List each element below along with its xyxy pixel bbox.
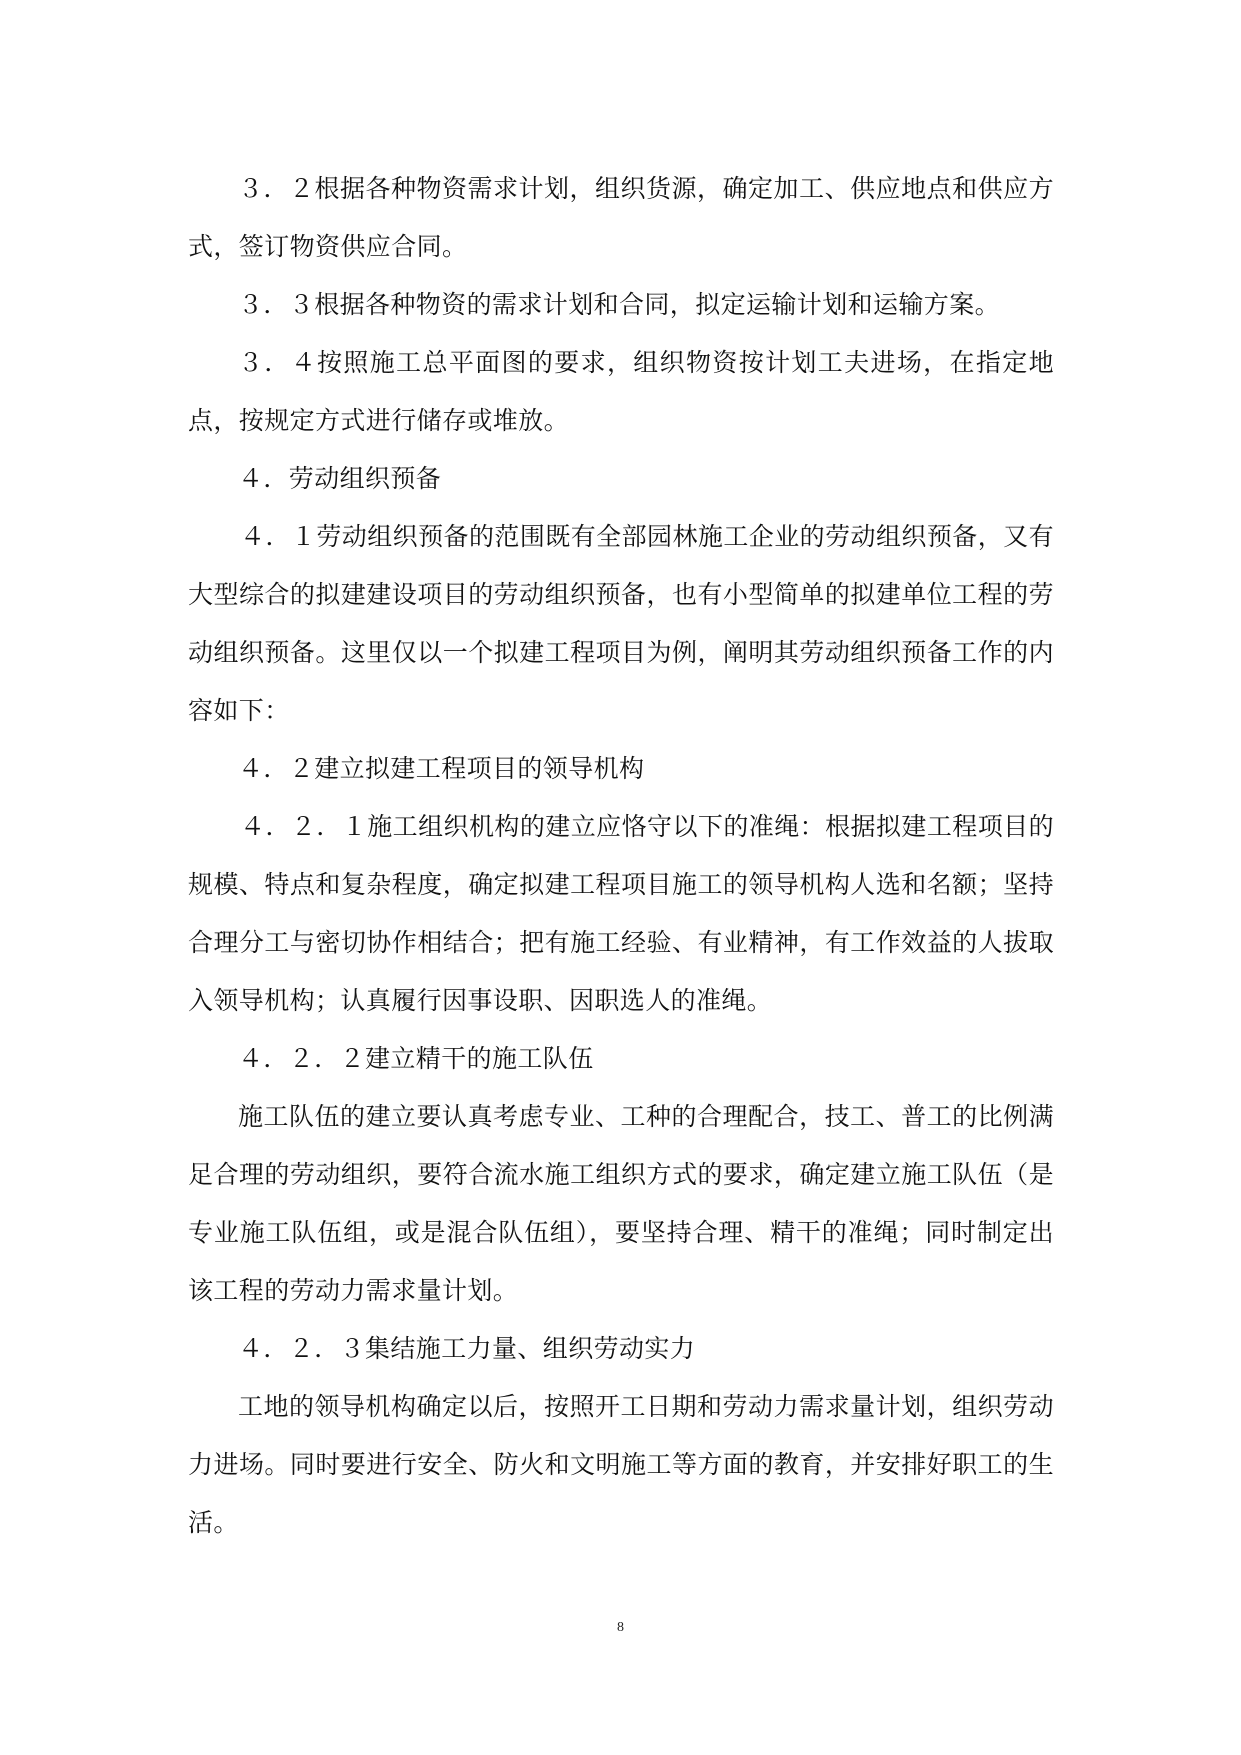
subsection-heading-4-2-3: ４．２．３集结施工力量、组织劳动实力 (238, 1334, 696, 1363)
paragraph-3-4: ３．４按照施工总平面图的要求，组织物资按计划工夫进场，在指定地点，按规定方式进行储存或堆放。 (188, 348, 1054, 435)
paragraph-4-2-2-body: 施工队伍的建立要认真考虑专业、工种的合理配合，技工、普工的比例满足合理的劳动组织，要符合流水施工组织方式的要求，确定建立施工队伍（是专业施工队伍组，或是混合队伍组），要坚持合理、精干的准绳；同时制定出该工程的劳动力需求量计划。 (188, 1102, 1054, 1305)
paragraph-4-1: ４．１劳动组织预备的范围既有全部园林施工企业的劳动组织预备，又有大型综合的拟建建设项目的劳动组织预备，也有小型简单的拟建单位工程的劳动组织预备。这里仅以一个拟建工程项目为例，阐明其劳动组织预备工作的内容如下： (188, 522, 1054, 725)
subsection-heading-4-2-2: ４．２．２建立精干的施工队伍 (238, 1044, 594, 1073)
section-heading-4: ４．劳动组织预备 (238, 464, 442, 493)
paragraph-4-2-1: ４．２．１施工组织机构的建立应恪守以下的准绳：根据拟建工程项目的规模、特点和复杂程度，确定拟建工程项目施工的领导机构人选和名额；坚持合理分工与密切协作相结合；把有施工经验、有业精神，有工作效益的人拔取入领导机构；认真履行因事设职、因职选人的准绳。 (188, 812, 1054, 1015)
subsection-heading-4-2: ４．２建立拟建工程项目的领导机构 (238, 754, 645, 783)
paragraph-4-2-3-body: 工地的领导机构确定以后，按照开工日期和劳动力需求量计划，组织劳动力进场。同时要进行安全、防火和文明施工等方面的教育，并安排好职工的生活。 (188, 1392, 1054, 1537)
paragraph-3-2: ３．２根据各种物资需求计划，组织货源，确定加工、供应地点和供应方式，签订物资供应合同。 (188, 174, 1054, 261)
page-number: 8 (617, 1620, 624, 1635)
paragraph-3-3: ３．３根据各种物资的需求计划和合同，拟定运输计划和运输方案。 (238, 290, 1001, 319)
document-body (188, 160, 1054, 1552)
